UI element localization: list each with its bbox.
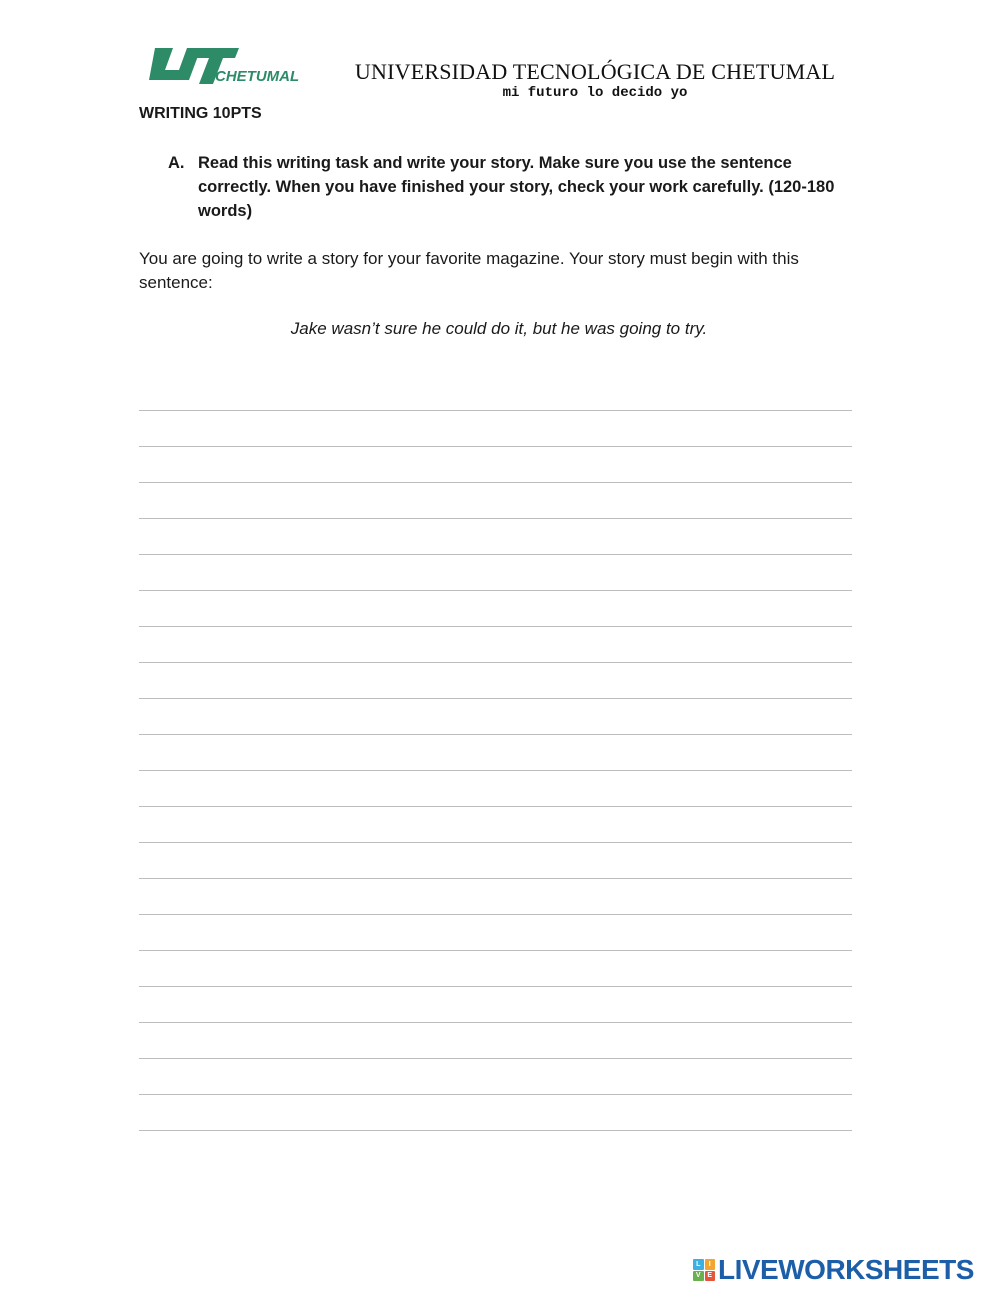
writing-line[interactable] <box>139 1058 852 1059</box>
prompt-sentence: Jake wasn’t sure he could do it, but he was going to try. <box>290 319 708 338</box>
liveworksheets-icon <box>693 1259 715 1281</box>
writing-line[interactable] <box>139 554 852 555</box>
writing-line[interactable] <box>139 518 852 519</box>
writing-line[interactable] <box>139 1130 852 1131</box>
section-title: WRITING 10PTS <box>139 105 262 122</box>
university-motto: mi futuro lo decido yo <box>502 85 688 101</box>
writing-area[interactable] <box>139 410 852 1166</box>
university-name: UNIVERSIDAD TECNOLÓGICA DE CHETUMAL <box>354 59 836 84</box>
writing-line[interactable] <box>139 1022 852 1023</box>
liveworksheets-brand: LIVEWORKSHEETS <box>718 1254 974 1285</box>
writing-line[interactable] <box>139 950 852 951</box>
writing-line[interactable] <box>139 734 852 735</box>
writing-line[interactable] <box>139 698 852 699</box>
logo-subtitle: CHETUMAL <box>215 68 300 85</box>
icon-square: I <box>705 1259 716 1270</box>
writing-line[interactable] <box>139 770 852 771</box>
icon-square: L <box>693 1259 704 1270</box>
writing-line[interactable] <box>139 1094 852 1095</box>
writing-line[interactable] <box>139 842 852 843</box>
liveworksheets-logo <box>693 1255 974 1285</box>
writing-line[interactable] <box>139 482 852 483</box>
writing-line[interactable] <box>139 590 852 591</box>
writing-line[interactable] <box>139 626 852 627</box>
writing-line[interactable] <box>139 410 852 411</box>
icon-square: E <box>705 1271 716 1282</box>
task-letter: A. <box>168 154 185 172</box>
task-text: Read this writing task and write your story. Make sure you use the sentence correctly. When you have finished your story, check your work carefully. (120-180 words) <box>198 154 835 220</box>
writing-line[interactable] <box>139 914 852 915</box>
writing-line[interactable] <box>139 878 852 879</box>
task-instruction <box>168 151 848 223</box>
icon-square: V <box>693 1271 704 1282</box>
writing-line[interactable] <box>139 662 852 663</box>
intro-paragraph: You are going to write a story for your favorite magazine. Your story must begin with this sentence: <box>139 249 799 292</box>
ut-chetumal-logo <box>143 44 303 88</box>
writing-line[interactable] <box>139 446 852 447</box>
writing-line[interactable] <box>139 806 852 807</box>
writing-line[interactable] <box>139 986 852 987</box>
